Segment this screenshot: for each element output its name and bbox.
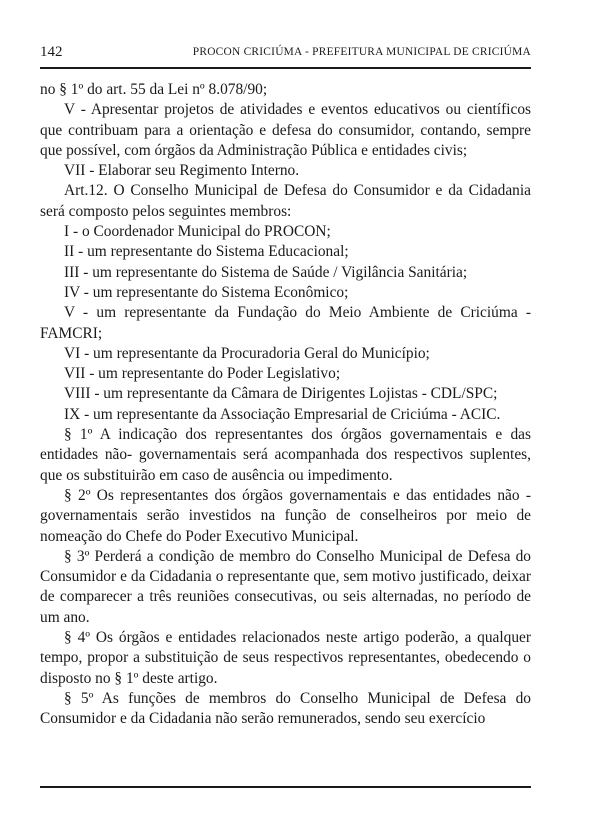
list-item-ii: II - um representante do Sistema Educacional; [64,243,349,261]
list-item-i: I - o Coordenador Municipal do PROCON; [64,223,331,241]
list-item-iii: III - um representante do Sistema de Saúde / Vigilância Sanitária; [64,263,468,281]
footer-divider [40,786,531,788]
list-item-ix: IX - um representante da Associação Empresarial de Criciúma - ACIC. [64,405,501,423]
paragraph-section-1: § 1º A indicação dos representantes dos órgãos governamentais e das entidades não- governamentais será acompanhada dos respectivos suplentes, que os substituirão em caso de ausência ou impedimento. [40,426,531,484]
page-header [40,44,531,64]
list-item-iv: IV - um representante do Sistema Econômico; [64,283,349,301]
paragraph-section-3: § 3º Perderá a condição de membro do Conselho Municipal de Defesa do Consumidor e da Cidadania o representante que, sem motivo justificado, deixar de comparecer a três reuniões consecutivas, ou seis alternadas, no período de um ano. [40,547,531,626]
running-title: PROCON CRICIÚMA - PREFEITURA MUNICIPAL DE CRICIÚMA [192,46,531,58]
body-text [40,80,531,730]
list-item-vi: VI - um representante da Procuradoria Geral do Município; [64,344,430,362]
paragraph-item-v: V - Apresentar projetos de atividades e eventos educativos ou científicos que contribuam para a orientação e defesa do consumidor, contando, sempre que possível, com órgãos da Administração Pública e entidades civis; [40,101,531,159]
page-number: 142 [40,44,63,60]
list-item-viii: VIII - um representante da Câmara de Dirigentes Lojistas - CDL/SPC; [64,385,498,403]
header-divider [40,67,531,69]
list-item-vii: VII - um representante do Poder Legislativo; [64,365,341,383]
paragraph-section-5: § 5º As funções de membros do Conselho Municipal de Defesa do Consumidor e da Cidadania não serão remunerados, sendo seu exercício [40,689,531,728]
paragraph-art-12: Art.12. O Conselho Municipal de Defesa do Consumidor e da Cidadania será composto pelos seguintes membros: [40,182,531,220]
paragraph-item-vii: VII - Elaborar seu Regimento Interno. [64,162,300,180]
paragraph-section-4: § 4º Os órgãos e entidades relacionados neste artigo poderão, a qualquer tempo, propor a substituição de seus respectivos representantes, obedecendo o disposto no § 1º deste artigo. [40,629,531,687]
paragraph-section-2: § 2º Os representantes dos órgãos governamentais e das entidades não -governamentais serão investidos na função de conselheiros por meio de nomeação do Chefe do Poder Executivo Municipal. [40,486,531,545]
paragraph-continuation: no § 1º do art. 55 da Lei nº 8.078/90; [40,81,268,98]
list-item-v: V - um representante da Fundação do Meio Ambiente de Criciúma - FAMCRI; [40,304,531,342]
